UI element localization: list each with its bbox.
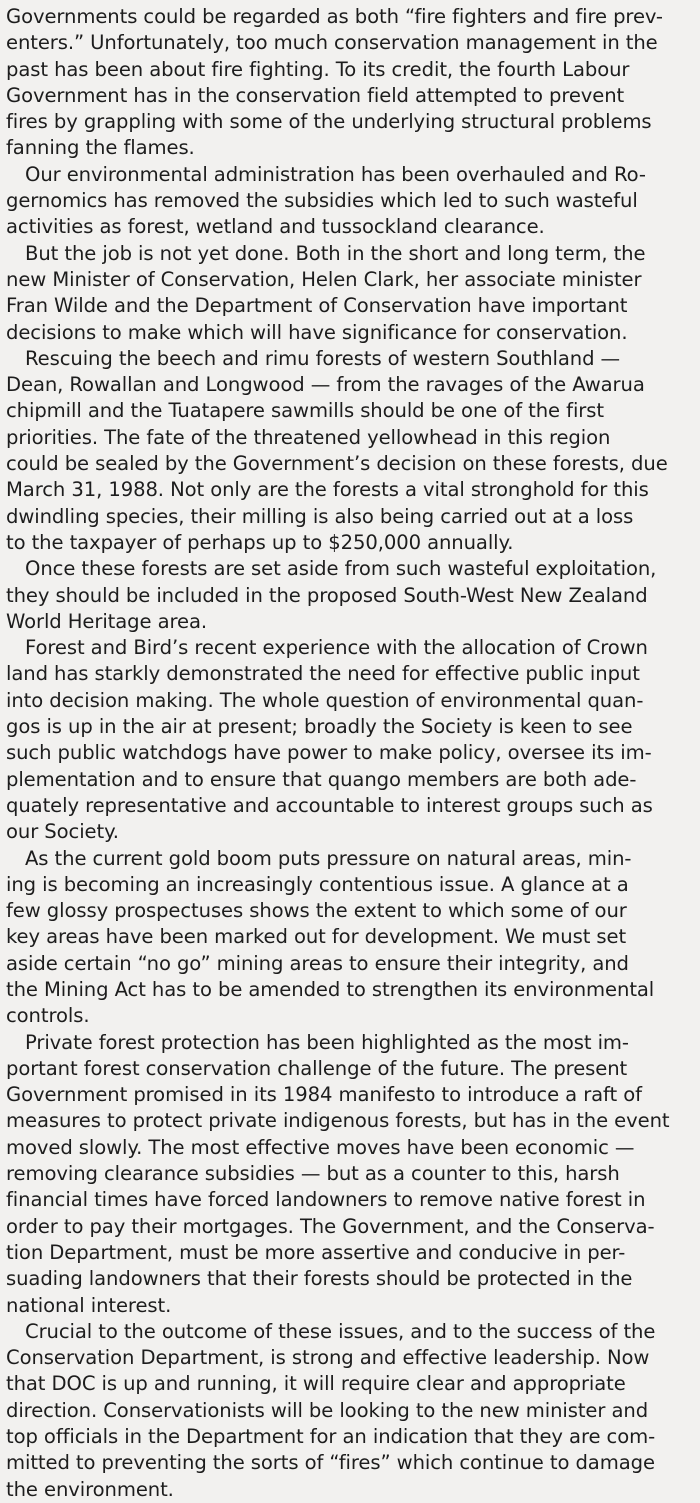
- text-line: Crucial to the outcome of these issues, and to the success of the: [25, 1319, 656, 1343]
- text-line: the environment.: [6, 1477, 174, 1501]
- text-line: ing is becoming an increasingly contentious issue. A glance at a: [6, 872, 629, 896]
- text-line: into decision making. The whole question of environmental quan-: [6, 688, 644, 712]
- text-line: moved slowly. The most effective moves have been economic —: [6, 1135, 635, 1159]
- text-line: new Minister of Conservation, Helen Clark, her associate minister: [6, 267, 642, 291]
- text-line: gos is up in the air at present; broadly the Society is keen to see: [6, 715, 633, 739]
- paragraph: [6, 846, 656, 1030]
- text-line: such public watchdogs have power to make policy, oversee its im-: [6, 741, 652, 765]
- text-line: controls.: [6, 1004, 90, 1028]
- text-line: direction. Conservationists will be looking to the new minister and: [6, 1398, 649, 1422]
- text-line: Conservation Department, is strong and effective leadership. Now: [6, 1346, 650, 1370]
- text-line: could be sealed by the Government’s decision on these forests, due: [6, 452, 668, 476]
- text-line: fanning the flames.: [6, 136, 195, 160]
- text-line: few glossy prospectuses shows the extent to which some of our: [6, 899, 627, 923]
- text-line: that DOC is up and running, it will require clear and appropriate: [6, 1372, 626, 1396]
- text-line: Private forest protection has been highlighted as the most im-: [25, 1030, 629, 1054]
- text-line: they should be included in the proposed South-West New Zealand: [6, 583, 648, 607]
- text-line: mitted to preventing the sorts of “fires” which continue to damage: [6, 1451, 655, 1475]
- text-line: Our environmental administration has been overhauled and Ro-: [25, 162, 646, 186]
- text-line: Rescuing the beech and rimu forests of western Southland —: [25, 346, 621, 370]
- text-line: our Society.: [6, 820, 119, 844]
- text-line: removing clearance subsidies — but as a counter to this, harsh: [6, 1162, 620, 1186]
- text-line: priorities. The fate of the threatened yellowhead in this region: [6, 425, 611, 449]
- text-line: plementation and to ensure that quango members are both ade-: [6, 767, 637, 791]
- paragraph: [6, 241, 656, 346]
- paragraph: [6, 346, 668, 556]
- text-line: to the taxpayer of perhaps up to $250,000 annually.: [6, 530, 514, 554]
- text-line: top officials in the Department for an indication that they are com-: [6, 1425, 656, 1449]
- text-line: But the job is not yet done. Both in the short and long term, the: [25, 241, 646, 265]
- text-line: enters.” Unfortunately, too much conservation management in the: [6, 31, 658, 55]
- paragraph: [6, 162, 656, 241]
- text-line: Once these forests are set aside from such wasteful exploitation,: [25, 557, 657, 581]
- text-line: suading landowners that their forests should be protected in the: [6, 1267, 633, 1291]
- paragraph: [6, 635, 656, 845]
- text-line: financial times have forced landowners to remove native forest in: [6, 1188, 646, 1212]
- text-line: As the current gold boom puts pressure on natural areas, min-: [25, 846, 632, 870]
- text-line: portant forest conservation challenge of the future. The present: [6, 1056, 628, 1080]
- text-line: Fran Wilde and the Department of Conservation have important: [6, 294, 628, 318]
- text-line: Forest and Bird’s recent experience with the allocation of Crown: [25, 636, 648, 660]
- text-line: land has starkly demonstrated the need for effective public input: [6, 662, 640, 686]
- paragraph: [6, 4, 663, 162]
- text-line: dwindling species, their milling is also being carried out at a loss: [6, 504, 634, 528]
- text-line: World Heritage area.: [6, 609, 207, 633]
- text-line: March 31, 1988. Not only are the forests a vital stronghold for this: [6, 478, 649, 502]
- text-line: past has been about fire fighting. To its credit, the fourth Labour: [6, 57, 630, 81]
- text-line: tion Department, must be more assertive and conducive in per-: [6, 1240, 626, 1264]
- text-line: national interest.: [6, 1293, 172, 1317]
- text-line: key areas have been marked out for development. We must set: [6, 925, 627, 949]
- text-line: measures to protect private indigenous forests, but has in the event: [6, 1109, 670, 1133]
- text-line: Governments could be regarded as both “fire fighters and fire prev-: [6, 5, 663, 28]
- text-line: gernomics has removed the subsidies which led to such wasteful: [6, 189, 638, 213]
- text-line: the Mining Act has to be amended to strengthen its environmental: [6, 977, 655, 1001]
- text-line: Dean, Rowallan and Longwood — from the ravages of the Awarua: [6, 373, 645, 397]
- article-body: [6, 4, 670, 1503]
- paragraph: [6, 1030, 670, 1319]
- text-line: order to pay their mortgages. The Government, and the Conserva-: [6, 1214, 655, 1238]
- text-line: chipmill and the Tuatapere sawmills should be one of the first: [6, 399, 604, 423]
- paragraph: [6, 1319, 656, 1503]
- text-line: Government promised in its 1984 manifesto to introduce a raft of: [6, 1083, 642, 1107]
- text-line: Government has in the conservation field attempted to prevent: [6, 83, 625, 107]
- text-line: activities as forest, wetland and tussockland clearance.: [6, 215, 545, 239]
- paragraph: [6, 556, 656, 635]
- text-line: fires by grappling with some of the underlying structural problems: [6, 110, 652, 134]
- text-line: decisions to make which will have significance for conservation.: [6, 320, 628, 344]
- text-line: quately representative and accountable to interest groups such as: [6, 793, 653, 817]
- text-line: aside certain “no go” mining areas to ensure their integrity, and: [6, 951, 629, 975]
